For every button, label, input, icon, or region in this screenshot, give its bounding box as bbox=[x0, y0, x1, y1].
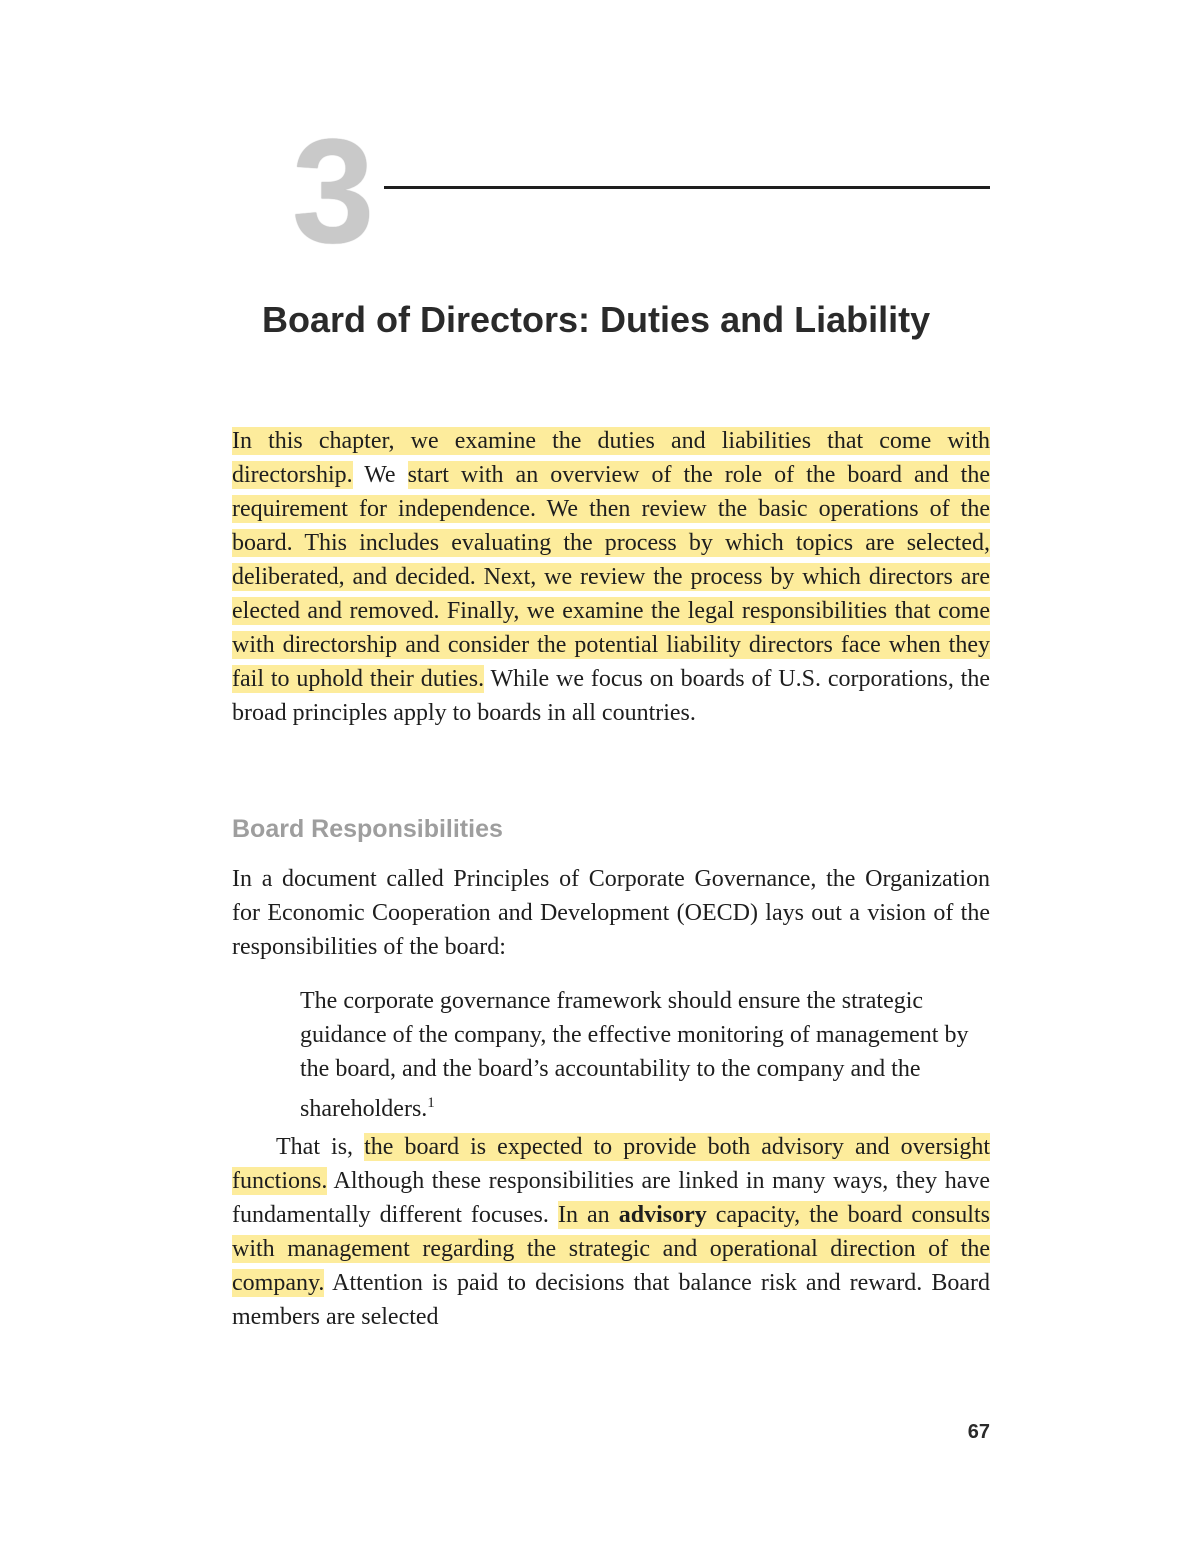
highlight-text: capacity, the board consults with management regarding the strategic and operational direction of the company. bbox=[232, 1202, 990, 1296]
highlight: the board is expected to provide both advisory and oversight functions. bbox=[232, 1134, 990, 1194]
bold-term-advisory: advisory bbox=[618, 1202, 707, 1228]
section-heading: Board Responsibilities bbox=[232, 815, 503, 843]
page-number: 67 bbox=[967, 1421, 990, 1443]
intro-paragraph bbox=[232, 424, 990, 730]
oecd-paragraph: In a document called Principles of Corporate Governance, the Organization for Economic Cooperation and Development (OECD) lays out a vision of the responsibilities of the board: bbox=[232, 866, 990, 960]
highlight: start with an overview of the role of the board and the requirement for independence. We then review the basic operations of the board. This includes evaluating the process by which topics are selected, deliberated, and decided. Next, we review the process by which directors are elected and removed. Finally, we examine the legal responsibilities that come with directorship and consider the potential liability directors face when they fail to uphold their duties. bbox=[232, 462, 990, 692]
intro-text: While we focus on boards of U.S. corporations, the broad principles apply to boards in all countries. bbox=[232, 666, 990, 726]
chapter-title: Board of Directors: Duties and Liability bbox=[262, 299, 931, 340]
highlight-text: In an bbox=[557, 1202, 619, 1228]
advisory-paragraph bbox=[232, 1130, 990, 1334]
block-quote bbox=[300, 984, 990, 1126]
intro-text: We bbox=[352, 462, 408, 488]
chapter-number: 3 bbox=[292, 109, 375, 274]
quote-text: The corporate governance framework should ensure the strategic guidance of the company, the effective monitoring of management by the board, and the board’s accountability to the company and the shareholders. bbox=[300, 988, 969, 1122]
paragraph-text: Attention is paid to decisions that balance risk and reward. Board members are selected bbox=[232, 1270, 990, 1330]
highlight: In this chapter, we examine the duties and liabilities that come with directorship. bbox=[232, 428, 990, 488]
footnote-marker: 1 bbox=[427, 1095, 435, 1111]
chapter-rule-divider bbox=[384, 186, 990, 189]
paragraph-text: Although these responsibilities are linked in many ways, they have fundamentally different focuses. bbox=[232, 1168, 990, 1228]
paragraph-text: That is, bbox=[276, 1134, 365, 1160]
